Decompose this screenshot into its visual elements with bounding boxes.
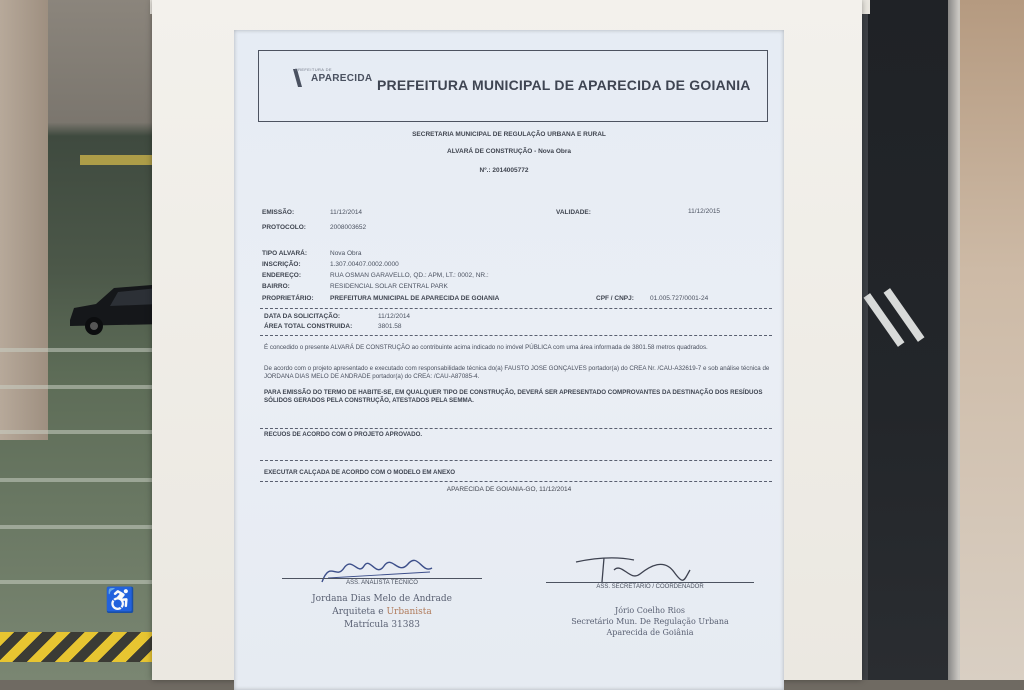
bairro-value: RESIDENCIAL SOLAR CENTRAL PARK xyxy=(330,283,448,290)
divider xyxy=(260,481,772,482)
header-box xyxy=(258,50,768,122)
secretary-city: Aparecida de Goiânia xyxy=(606,628,694,637)
document-title: PREFEITURA MUNICIPAL DE APARECIDA DE GOIANIA xyxy=(377,77,751,93)
signature-line xyxy=(282,578,482,579)
calcada-note: EXECUTAR CALÇADA DE ACORDO COM O MODELO EM ANEXO xyxy=(264,469,456,476)
logo-small-text: PREFEITURA DE xyxy=(295,67,332,72)
parking-line xyxy=(0,430,160,434)
recuos-note: RECUOS DE ACORDO COM O PROJETO APROVADO. xyxy=(264,431,423,438)
technician-stamp xyxy=(282,593,482,632)
technician-registration: Matrícula 31383 xyxy=(344,620,420,630)
wheelchair-icon: ♿ xyxy=(105,587,135,614)
role-part: Arquiteta e xyxy=(332,607,387,617)
proprietario-value: PREFEITURA MUNICIPAL DE APARECIDA DE GOIANIA xyxy=(330,295,500,302)
tipo-value: Nova Obra xyxy=(330,250,362,257)
logo-text: APARECIDA xyxy=(311,73,373,84)
tipo-label: TIPO ALVARÁ: xyxy=(262,250,308,257)
hatched-marking xyxy=(0,632,170,662)
bairro-label: BAIRRO: xyxy=(262,283,290,290)
protocolo-label: PROTOCOLO: xyxy=(262,224,306,231)
alvara-line: ALVARÁ DE CONSTRUÇÃO - Nova Obra xyxy=(447,148,571,155)
endereco-label: ENDEREÇO: xyxy=(262,272,302,279)
parking-line xyxy=(0,580,160,584)
divider xyxy=(260,335,772,336)
dark-road-band xyxy=(868,0,948,680)
secretary-stamp xyxy=(546,605,754,638)
divider xyxy=(260,460,772,461)
wall-panel xyxy=(960,0,1024,680)
secretary-title: ASS. SECRETÁRIO / COORDENADOR xyxy=(596,584,704,590)
secretary-name: Jório Coelho Rios xyxy=(614,606,685,615)
permit-document xyxy=(234,30,784,690)
parking-line xyxy=(0,385,160,389)
secretaria-line: SECRETARIA MUNICIPAL DE REGULAÇÃO URBANA E RURAL xyxy=(412,131,606,138)
cpf-label: CPF / CNPJ: xyxy=(596,295,634,302)
divider xyxy=(260,428,772,429)
solicitacao-label: DATA DA SOLICITAÇÃO: xyxy=(264,313,341,320)
divider xyxy=(260,308,772,309)
parking-line xyxy=(0,348,160,352)
inscricao-value: 1.307.00407.0002.0000 xyxy=(330,261,399,268)
technician-name: Jordana Dias Melo de Andrade xyxy=(312,594,452,604)
inscricao-label: INSCRIÇÃO: xyxy=(262,261,301,268)
solicitacao-value: 11/12/2014 xyxy=(378,313,411,320)
emissao-value: 11/12/2014 xyxy=(330,209,363,216)
signature-line xyxy=(546,582,754,583)
validade-value: 11/12/2015 xyxy=(688,208,721,215)
yellow-marking xyxy=(80,155,160,165)
permit-number: Nº.: 2014005772 xyxy=(479,167,529,174)
wall xyxy=(0,0,48,440)
municipality-logo xyxy=(275,63,373,87)
background-right xyxy=(860,0,1024,680)
technical-paragraph: De acordo com o projeto apresentado e executado com responsabilidade técnica do(a) FAUSTO JOSE GONÇALVES portador(a) do CREA Nr. /CAU-A32619-7 e sob análise técnica de JORDANA DIAS MELO DE ANDRADE portador(a) do CREA: /CAU-A87085-4. xyxy=(264,365,770,380)
area-value: 3801.58 xyxy=(378,323,402,330)
area-label: ÁREA TOTAL CONSTRUIDA: xyxy=(264,323,353,330)
emissao-label: EMISSÃO: xyxy=(262,209,295,216)
place-date: APARECIDA DE GOIANIA-GO, 11/12/2014 xyxy=(446,486,572,493)
background-parking-lot xyxy=(0,0,160,680)
endereco-value: RUA OSMAN GARAVELLO, QD.: APM, LT.: 0002, NR.: xyxy=(330,272,489,279)
parking-line xyxy=(0,478,160,482)
cpf-value: 01.005.727/0001-24 xyxy=(650,295,709,302)
secretary-signature xyxy=(574,552,694,586)
validade-label: VALIDADE: xyxy=(556,209,591,216)
role-part-accent: Urbanista xyxy=(386,607,432,617)
parking-line xyxy=(0,525,160,529)
concession-paragraph: É concedido o presente ALVARÁ DE CONSTRUÇÃO ao contribuinte acima indicado no imóvel PÚBLICA com uma área informada de 3801.58 metros quadrados. xyxy=(264,344,708,351)
protocolo-value: 2008003652 xyxy=(330,224,367,231)
technician-title: ASS. ANALISTA TÉCNICO xyxy=(346,580,418,586)
proprietario-label: PROPRIETÁRIO: xyxy=(262,295,314,302)
habite-se-paragraph: PARA EMISSÃO DO TERMO DE HABITE-SE, EM QUALQUER TIPO DE CONSTRUÇÃO, DEVERÁ SER APRESENTADO COMPROVANTES DA DESTINAÇÃO DOS RESÍDUOS SÓLIDOS GERADOS PELA CONSTRUÇÃO, ATESTADOS PELA SEMMA. xyxy=(264,389,763,404)
technician-role xyxy=(282,606,482,619)
secretary-role: Secretário Mun. De Regulação Urbana xyxy=(571,617,729,626)
